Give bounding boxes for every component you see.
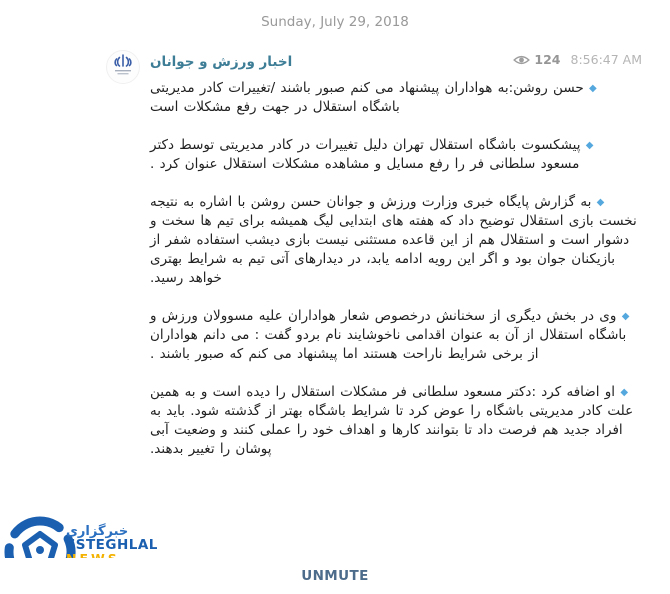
view-count: 124 (534, 52, 561, 67)
message-paragraph: ◆ او اضافه کرد :دکتر مسعود سلطانی فر مشکلات استقلال را دیده است و به همین علت کادر مدیریتی باشگاه را عوض کرد تا شرایط باشگاه بهتر از گذشته شود. باید به افراد جدید هم فرصت داد تا بتوانند کارها و اهداف خود را عملی کنند و وضعیت آبی پوشان را تغییر بدهند. (150, 384, 634, 457)
message-text (150, 79, 637, 459)
views (513, 52, 560, 67)
ministry-emblem-icon (108, 50, 138, 84)
blue-diamond-icon: ◆ (621, 311, 630, 322)
blue-diamond-icon: ◆ (589, 83, 597, 94)
channel-avatar[interactable] (106, 50, 140, 84)
eye-icon (513, 54, 530, 66)
watermark-persian-title: خبرگزاری (66, 523, 129, 539)
message-meta (513, 52, 642, 67)
date-header (0, 14, 670, 30)
blue-diamond-icon: ◆ (620, 387, 629, 398)
message-body (150, 50, 642, 459)
timestamp: 8:56:47 AM (570, 52, 642, 67)
channel-name[interactable]: اخبار ورزش و جوانان (150, 53, 293, 70)
channel-message (106, 50, 642, 459)
message-paragraph: ◆ پیشکسوت باشگاه استقلال تهران دلیل تغییرات در کادر مدیریتی توسط دکتر مسعود سلطانی فر را رفع مسایل و مشاهده مشکلات استقلال عنوان کرد . (150, 137, 594, 172)
footer-bar (0, 558, 670, 594)
blue-diamond-icon: ◆ (596, 197, 605, 208)
message-paragraph: ◆ حسن روشن:به هواداران پیشنهاد می کنم صبور باشند /تغییرات کادر مدیریتی باشگاه استقلال در جهت رفع مشکلات است (150, 80, 597, 115)
message-paragraph: ◆ وی در بخش دیگری از سخنانش درخصوص شعار هواداران علیه مسوولان ورزش و باشگاه استقلال از آن به عنوان اقدامی ناخوشایند نام بردو گفت : می دانم هواداران از برخی شرایط ناراحت هستند اما پیشنهاد می کنم که صبور باشند . (150, 308, 630, 362)
message-header (150, 52, 642, 70)
unmute-button[interactable]: UNMUTE (295, 567, 375, 585)
date-header-label: Sunday, July 29, 2018 (261, 14, 409, 30)
blue-diamond-icon: ◆ (585, 140, 594, 151)
watermark-esteghlal-label: ESTEGHLAL (66, 537, 158, 554)
message-paragraph: ◆ به گزارش پایگاه خبری وزارت ورزش و جوانان حسن روشن با اشاره به نتیجه نخست بازی استقلال توضیح داد که هفته های ابتدایی لیگ همیشه برای تیم ها سخت و دشوار است و استقلال هم از این قاعده مستثنی نیست بازی دیشب استفاده شفر از بازیکنان جوان بود و اگر این رویه ادامه یابد، در دیدارهای آتی تیم به شرایط بهتری خواهد رسید. (150, 194, 637, 286)
